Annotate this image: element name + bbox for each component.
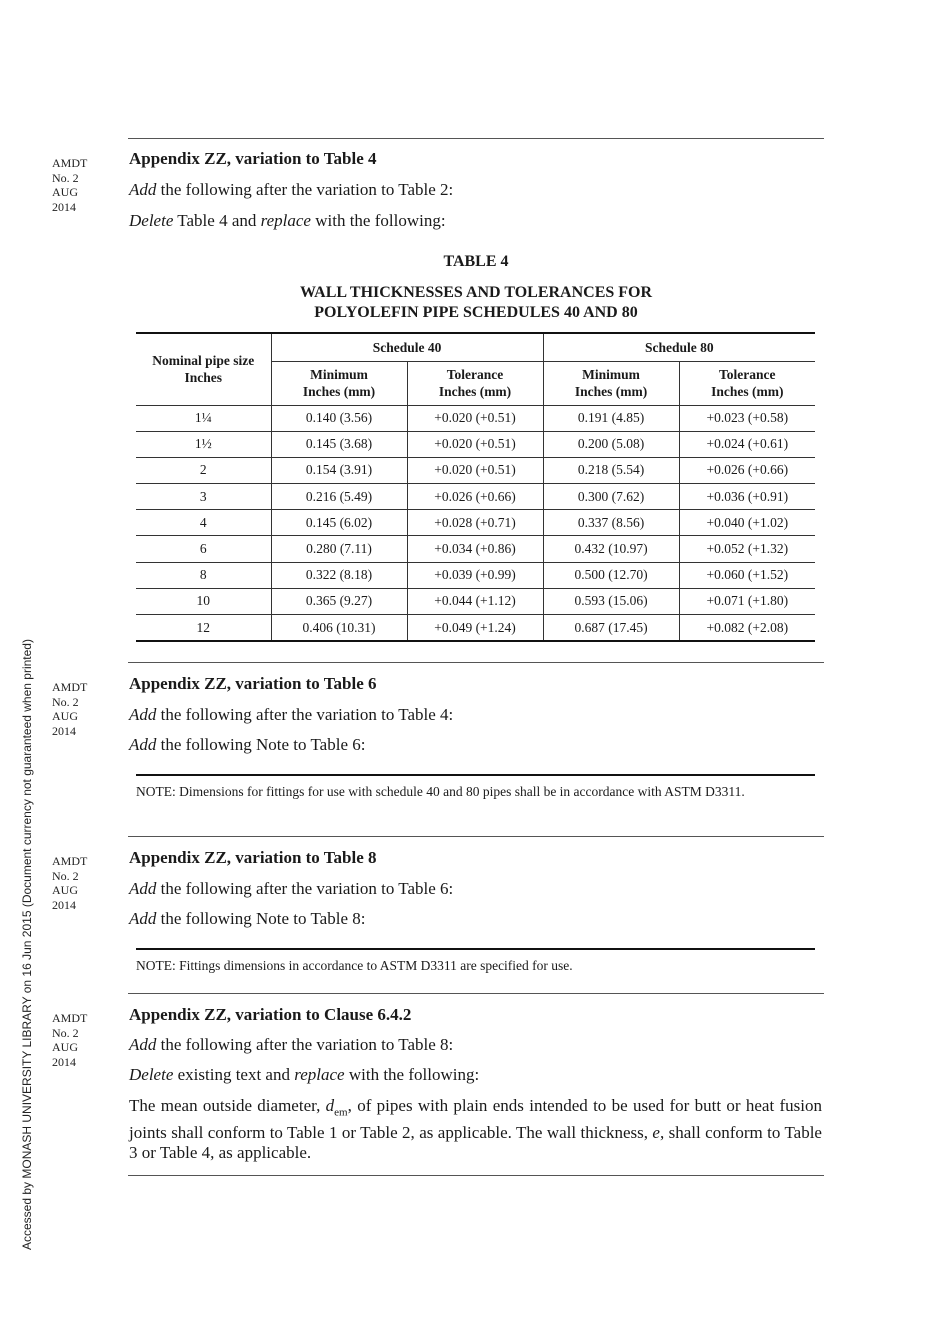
section-divider [128, 138, 824, 139]
instruction-line: Add the following after the variation to Table 4: [129, 705, 454, 724]
table-title-line2: POLYOLEFIN PIPE SCHEDULES 40 AND 80 [314, 304, 638, 321]
access-sidebar-text: Accessed by MONASH UNIVERSITY LIBRARY on 16 Jun 2015 (Document currency not guaranteed when printed) [20, 639, 34, 1250]
section-heading-table4: Appendix ZZ, variation to Table 4 [129, 149, 377, 168]
header-nominal-size: Nominal pipe size Inches [136, 333, 271, 405]
table-cell: +0.060 (+1.52) [679, 562, 815, 588]
table-cell: 0.191 (4.85) [543, 405, 679, 431]
table-cell: +0.040 (+1.02) [679, 510, 815, 536]
wall-thickness-table [136, 332, 815, 642]
table-cell: 0.337 (8.56) [543, 510, 679, 536]
amendment-stamp: AMDT No. 2 AUG 2014 [52, 156, 88, 214]
note-rule [136, 774, 815, 776]
table-cell: +0.082 (+2.08) [679, 615, 815, 642]
table-cell: 0.140 (3.56) [271, 405, 407, 431]
section-heading-table8: Appendix ZZ, variation to Table 8 [129, 848, 377, 867]
table-cell: 0.154 (3.91) [271, 457, 407, 483]
table-cell: 0.500 (12.70) [543, 562, 679, 588]
table-row [136, 405, 815, 431]
table-cell: +0.020 (+0.51) [407, 457, 543, 483]
table-row [136, 457, 815, 483]
table-cell: +0.026 (+0.66) [679, 457, 815, 483]
table-cell: 0.406 (10.31) [271, 615, 407, 642]
instruction-line: Add the following Note to Table 8: [129, 909, 366, 928]
table-label: TABLE 4 [443, 253, 509, 270]
amendment-stamp: AMDT No. 2 AUG 2014 [52, 1011, 88, 1069]
header-schedule-80: Schedule 80 [543, 333, 815, 361]
table-row [136, 615, 815, 642]
table-cell: 12 [136, 615, 271, 642]
header-tolerance: Tolerance Inches (mm) [679, 361, 815, 405]
table-cell: +0.020 (+0.51) [407, 431, 543, 457]
table-cell: +0.036 (+0.91) [679, 484, 815, 510]
table-cell: 0.145 (6.02) [271, 510, 407, 536]
table-row [136, 510, 815, 536]
table-cell: 0.365 (9.27) [271, 588, 407, 614]
table-cell: 0.593 (15.06) [543, 588, 679, 614]
table-cell: 1½ [136, 431, 271, 457]
table-row [136, 588, 815, 614]
table-cell: 0.300 (7.62) [543, 484, 679, 510]
amendment-stamp: AMDT No. 2 AUG 2014 [52, 680, 88, 738]
table-cell: 0.322 (8.18) [271, 562, 407, 588]
table-cell: +0.026 (+0.66) [407, 484, 543, 510]
instruction-line: Add the following after the variation to Table 6: [129, 879, 454, 898]
header-tolerance: Tolerance Inches (mm) [407, 361, 543, 405]
note-table8: NOTE: Fittings dimensions in accordance to ASTM D3311 are specified for use. [136, 958, 573, 973]
header-schedule-40: Schedule 40 [271, 333, 543, 361]
table-cell: 0.218 (5.54) [543, 457, 679, 483]
table-cell: 4 [136, 510, 271, 536]
table-cell: 8 [136, 562, 271, 588]
section-heading-clause: Appendix ZZ, variation to Clause 6.4.2 [129, 1005, 412, 1024]
instruction-line: Delete existing text and replace with the following: [129, 1065, 480, 1084]
amendment-stamp: AMDT No. 2 AUG 2014 [52, 854, 88, 912]
instruction-line: Add the following after the variation to Table 2: [129, 180, 454, 199]
table-cell: +0.034 (+0.86) [407, 536, 543, 562]
table-cell: +0.044 (+1.12) [407, 588, 543, 614]
table-cell: +0.020 (+0.51) [407, 405, 543, 431]
table-title-line1: WALL THICKNESSES AND TOLERANCES FOR [299, 284, 653, 301]
section-divider [128, 1175, 824, 1176]
table-cell: 0.216 (5.49) [271, 484, 407, 510]
instruction-line: Delete Table 4 and replace with the following: [129, 211, 446, 230]
clause-paragraph: The mean outside diameter, $d_{em}$, of pipes with plain ends intended to be used for butt or heat fusion joints shall conform to Table 1 or Table 2, as applicable. The wall thickness, e, shall conform to Table 3 or Table 4, as applicable. [129, 1096, 822, 1163]
header-minimum: Minimum Inches (mm) [271, 361, 407, 405]
table-cell: 6 [136, 536, 271, 562]
table-cell: +0.023 (+0.58) [679, 405, 815, 431]
section-divider [128, 993, 824, 994]
table-row [136, 484, 815, 510]
table-cell: 1¼ [136, 405, 271, 431]
table-cell: +0.049 (+1.24) [407, 615, 543, 642]
table-cell: +0.039 (+0.99) [407, 562, 543, 588]
table-cell: 0.432 (10.97) [543, 536, 679, 562]
table-cell: +0.028 (+0.71) [407, 510, 543, 536]
note-rule [136, 948, 815, 950]
table-cell: 0.280 (7.11) [271, 536, 407, 562]
instruction-line: Add the following after the variation to Table 8: [129, 1035, 454, 1054]
table-cell: +0.071 (+1.80) [679, 588, 815, 614]
section-divider [128, 836, 824, 837]
table-cell: 0.200 (5.08) [543, 431, 679, 457]
table-row [136, 562, 815, 588]
section-divider [128, 662, 824, 663]
section-heading-table6: Appendix ZZ, variation to Table 6 [129, 674, 377, 693]
table-cell: +0.024 (+0.61) [679, 431, 815, 457]
table-cell: 0.145 (3.68) [271, 431, 407, 457]
note-table6: NOTE: Dimensions for fittings for use with schedule 40 and 80 pipes shall be in accordance with ASTM D3311. [136, 784, 745, 799]
table-row [136, 536, 815, 562]
table-cell: +0.052 (+1.32) [679, 536, 815, 562]
table-row [136, 431, 815, 457]
instruction-line: Add the following Note to Table 6: [129, 735, 366, 754]
header-minimum: Minimum Inches (mm) [543, 361, 679, 405]
table-cell: 3 [136, 484, 271, 510]
table-cell: 2 [136, 457, 271, 483]
table-cell: 0.687 (17.45) [543, 615, 679, 642]
table-cell: 10 [136, 588, 271, 614]
